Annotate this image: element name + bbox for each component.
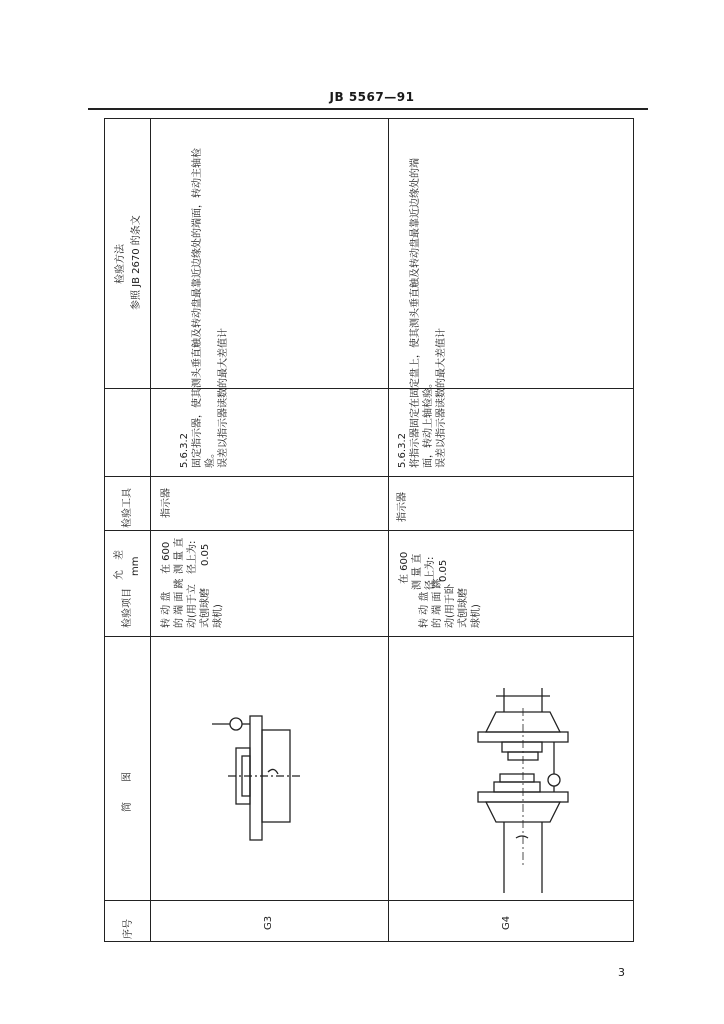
divider-header-g3 [150,118,151,942]
method-line: 将指示器固定在固定盘上，使其测头垂直触及转动盘最靠近边缘处的端 [410,158,421,468]
g4-dial-indicator [548,774,560,786]
g4-rotation-arrow [516,836,528,838]
header-tool: 检验工具 [122,488,133,528]
divider-g3-g4 [388,118,389,942]
header-rule [88,108,648,110]
row-g4-method [396,158,448,468]
item-line: 的 端 面 跳 [174,578,185,628]
row-g4-seq: G4 [501,915,512,930]
g4-rotating-disc-boss [500,774,534,782]
document-header [0,86,724,105]
g3-rotation-arrow [268,769,278,774]
row-g4-tool: 指示器 [397,492,408,522]
header-method-ref: 参照 JB 2670 的条文 [131,215,142,310]
item-line: 球机) [213,604,224,628]
header-diagram: 简 图 [122,772,133,812]
header-item: 检验项目 [122,588,133,628]
g3-dial-indicator [230,718,242,730]
g4-fixed-disc-hub [502,742,542,752]
item-line: 动(用于卧 [445,584,456,628]
item-line: 的 端 面 跳 [432,578,443,628]
g4-diagram [460,688,580,893]
item-line: 动(用于立 [187,584,198,628]
method-line: 误差以指示器读数的最大差值计 [218,328,229,468]
header-seq: 序号 [123,919,134,939]
row-g3-seq: G3 [263,915,274,930]
method-line: 面，转动上轴检验。 [423,378,434,468]
method-clause: 5.6.3.2 [397,433,408,468]
item-line: 球机) [471,604,482,628]
method-clause: 5.6.3.2 [179,433,190,468]
g3-diagram [200,700,310,850]
divider-tool-tolerance [104,476,634,477]
standard-number: JB 5567—91 [329,90,415,104]
tolerance-line: 0.05 [200,543,211,566]
row-g3-item [160,578,225,628]
tolerance-line: 在 600 [161,541,172,574]
tolerance-line: 在 600 [399,551,410,584]
divider-item-diagram [104,636,634,637]
item-line: 转 动 盘 [419,591,430,628]
header-method: 检验方法 [115,244,126,284]
header-tolerance-unit: mm [130,556,141,576]
method-line: 验。 [205,448,216,468]
row-g3-tool: 指示器 [161,488,172,518]
tolerance-line: 径上为: [187,540,198,574]
row-g3-tolerance [160,538,212,574]
method-line: 误差以指示器读数的最大差值计 [436,328,447,468]
item-line: 式刨球磨 [200,588,211,628]
header-tolerance: 允 差 [114,550,125,580]
tolerance-line: 测 量 直 [174,537,185,574]
tolerance-line: 径上为: [425,556,436,590]
item-line: 式刨球磨 [458,588,469,628]
row-g4-tolerance [398,552,450,590]
divider-tolerance-item [104,530,634,531]
tolerance-line: 0.05 [438,559,449,582]
page-number: 3 [618,966,625,979]
g4-rotating-disc-hub [494,782,540,792]
row-g3-method [178,148,230,468]
method-line: 固定指示器，使其测头垂直触及转动盘最靠近边缘处的端面，转动主轴检 [192,148,203,468]
tolerance-line: 测 量 直 [412,553,423,590]
divider-diagram-seq [104,900,634,901]
g3-rotating-disc [250,716,262,840]
item-line: 转 动 盘 [161,591,172,628]
